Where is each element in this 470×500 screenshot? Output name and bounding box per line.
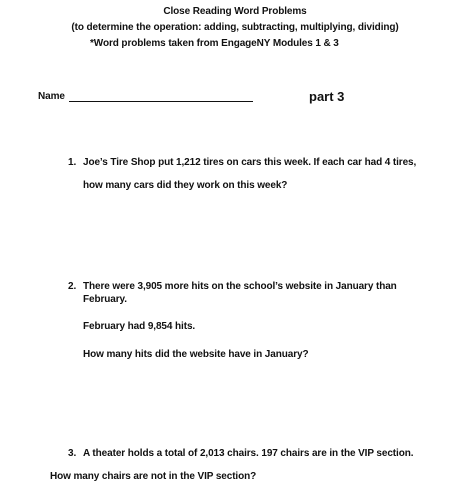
- problem-2-line-2: February.: [83, 294, 127, 305]
- problem-2-number: 2.: [68, 281, 77, 292]
- part-label: part 3: [309, 89, 345, 104]
- problem-3-number: 3.: [68, 448, 77, 459]
- problem-3-line-2-a: How many chairs are: [50, 471, 151, 482]
- problem-3-emphasis-not: not: [150, 471, 167, 482]
- problem-2-line-1: There were 3,905 more hits on the school’s website in January than: [83, 281, 397, 292]
- problem-1-line-1: Joe’s Tire Shop put 1,212 tires on cars this week. If each car had 4 tires,: [83, 157, 417, 168]
- problem-3-line-2: [50, 471, 256, 483]
- name-blank-line[interactable]: [69, 101, 253, 102]
- source-note: *Word problems taken from EngageNY Modules 1 & 3: [90, 38, 339, 49]
- problem-3-line-1: A theater holds a total of 2,013 chairs. 197 chairs are in the VIP section.: [83, 448, 414, 459]
- problem-1-number: 1.: [68, 157, 77, 168]
- problem-2-line-3: February had 9,854 hits.: [83, 321, 196, 332]
- worksheet-subtitle: (to determine the operation: adding, subtracting, multiplying, dividing): [71, 22, 399, 33]
- name-label: Name: [38, 91, 65, 102]
- problem-2-line-4: How many hits did the website have in January?: [83, 349, 309, 360]
- problem-1-line-2: how many cars did they work on this week?: [83, 180, 288, 191]
- problem-3-line-2-c: in the VIP section?: [166, 471, 257, 482]
- worksheet-title: Close Reading Word Problems: [163, 6, 307, 17]
